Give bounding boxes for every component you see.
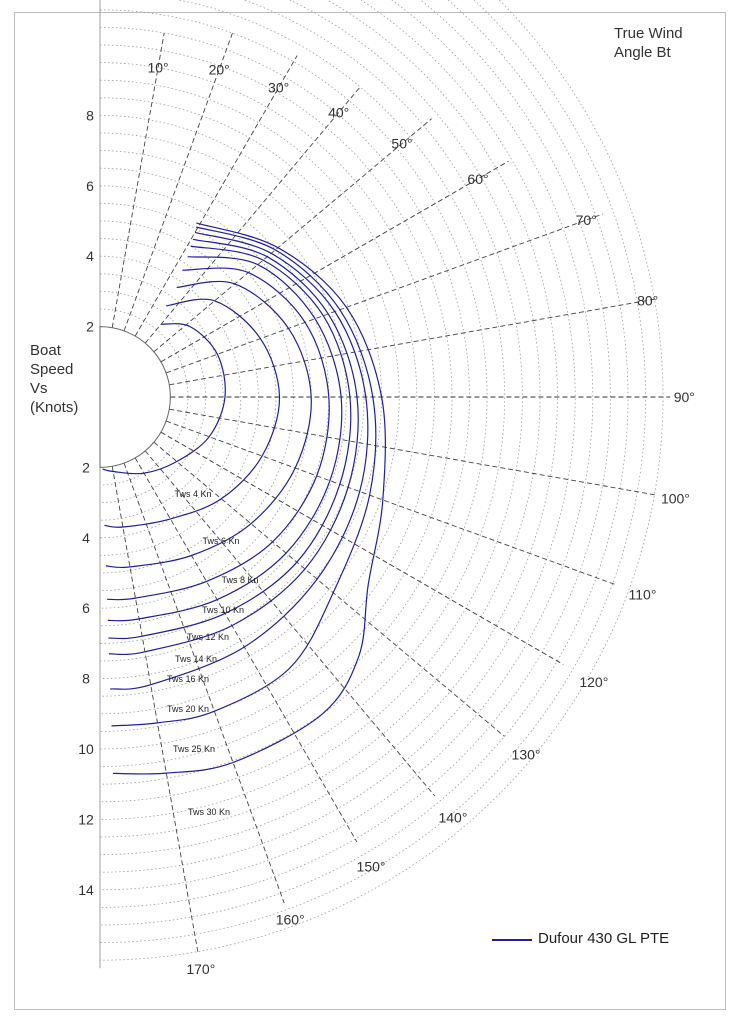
- legend-swatch: [492, 939, 532, 941]
- ylabel-line-2: Speed: [30, 361, 74, 378]
- angle-ray: [161, 432, 563, 664]
- angle-tick-label: 120°: [579, 674, 609, 691]
- angle-tick-label: 80°: [637, 292, 659, 309]
- radius-tick-label-lower: 12: [78, 811, 94, 828]
- angle-ray: [154, 119, 432, 352]
- angle-ray: [166, 421, 616, 585]
- curve-label: Tws 8 Kn: [221, 575, 259, 585]
- radius-tick-label-lower: 6: [82, 600, 90, 617]
- angle-ray: [154, 442, 505, 736]
- radius-ring: [100, 0, 646, 943]
- corner-title-line-2: Angle Bt: [614, 44, 671, 61]
- ylabel-line-4: (Knots): [30, 399, 79, 416]
- radius-tick-label-upper: 2: [86, 318, 94, 335]
- polar-curve: [112, 227, 376, 726]
- angle-tick-label: 30°: [268, 79, 290, 96]
- radius-ring: [100, 0, 663, 960]
- y-axis-label: [30, 341, 100, 417]
- radius-tick-label-lower: 8: [82, 670, 90, 687]
- curve-label: Tws 4 Kn: [174, 489, 212, 499]
- angle-tick-label: 60°: [467, 170, 489, 187]
- angle-ray: [135, 56, 297, 336]
- curve-label: Tws 14 Kn: [174, 654, 218, 664]
- angle-tick-label: 170°: [186, 960, 216, 977]
- legend-label: Dufour 430 GL PTE: [538, 930, 670, 947]
- angle-tick-label: 50°: [391, 135, 413, 152]
- ylabel-line-1: Boat: [30, 342, 61, 359]
- radius-tick-label-upper: 8: [86, 107, 94, 124]
- angle-ray: [124, 33, 232, 331]
- corner-title-line-1: True Wind: [614, 25, 683, 42]
- angle-ray: [169, 299, 654, 385]
- radius-tick-label-lower: 10: [78, 741, 94, 757]
- angle-ray: [161, 161, 509, 362]
- angle-ray: [145, 87, 360, 343]
- corner-axis-title: [614, 24, 704, 62]
- radius-tick-label-upper: 6: [86, 177, 94, 194]
- legend: [492, 926, 722, 954]
- angle-tick-label: 110°: [628, 586, 657, 603]
- angle-tick-label: 20°: [208, 61, 230, 78]
- radius-ring: [100, 0, 628, 925]
- angle-tick-label: 130°: [511, 746, 541, 763]
- radius-tick-label-lower: 4: [82, 529, 90, 546]
- radius-tick-label-lower: 14: [78, 881, 94, 898]
- angle-rays: [100, 0, 670, 968]
- curve-label: Tws 10 Kn: [201, 605, 245, 615]
- angle-tick-label: 160°: [275, 911, 305, 928]
- radius-tick-label-upper: 4: [86, 248, 94, 265]
- angle-tick-label: 140°: [438, 809, 468, 826]
- angle-tick-label: 100°: [660, 490, 690, 507]
- ylabel-line-3: Vs: [30, 380, 48, 397]
- angle-tick-label: 10°: [147, 59, 169, 76]
- curve-label: Tws 20 Kn: [166, 704, 210, 714]
- inner-hub: [100, 327, 170, 468]
- curve-label: Tws 12 Kn: [186, 632, 230, 642]
- radius-rings: [100, 0, 663, 960]
- angle-ray: [166, 214, 603, 373]
- angle-tick-label: 150°: [356, 858, 386, 875]
- inner-hub-semicircle: [100, 327, 170, 468]
- angle-tick-label: 70°: [575, 212, 597, 229]
- curve-label: Tws 16 Kn: [166, 674, 210, 684]
- curve-label: Tws 25 Kn: [172, 744, 216, 754]
- curve-label: Tws 30 Kn: [187, 807, 231, 817]
- angle-tick-label: 90°: [673, 389, 695, 405]
- radius-tick-label-lower: 2: [82, 459, 90, 476]
- angle-tick-label: 40°: [328, 104, 350, 121]
- angle-ray: [112, 33, 164, 328]
- curve-label: Tws 6 Kn: [202, 536, 240, 546]
